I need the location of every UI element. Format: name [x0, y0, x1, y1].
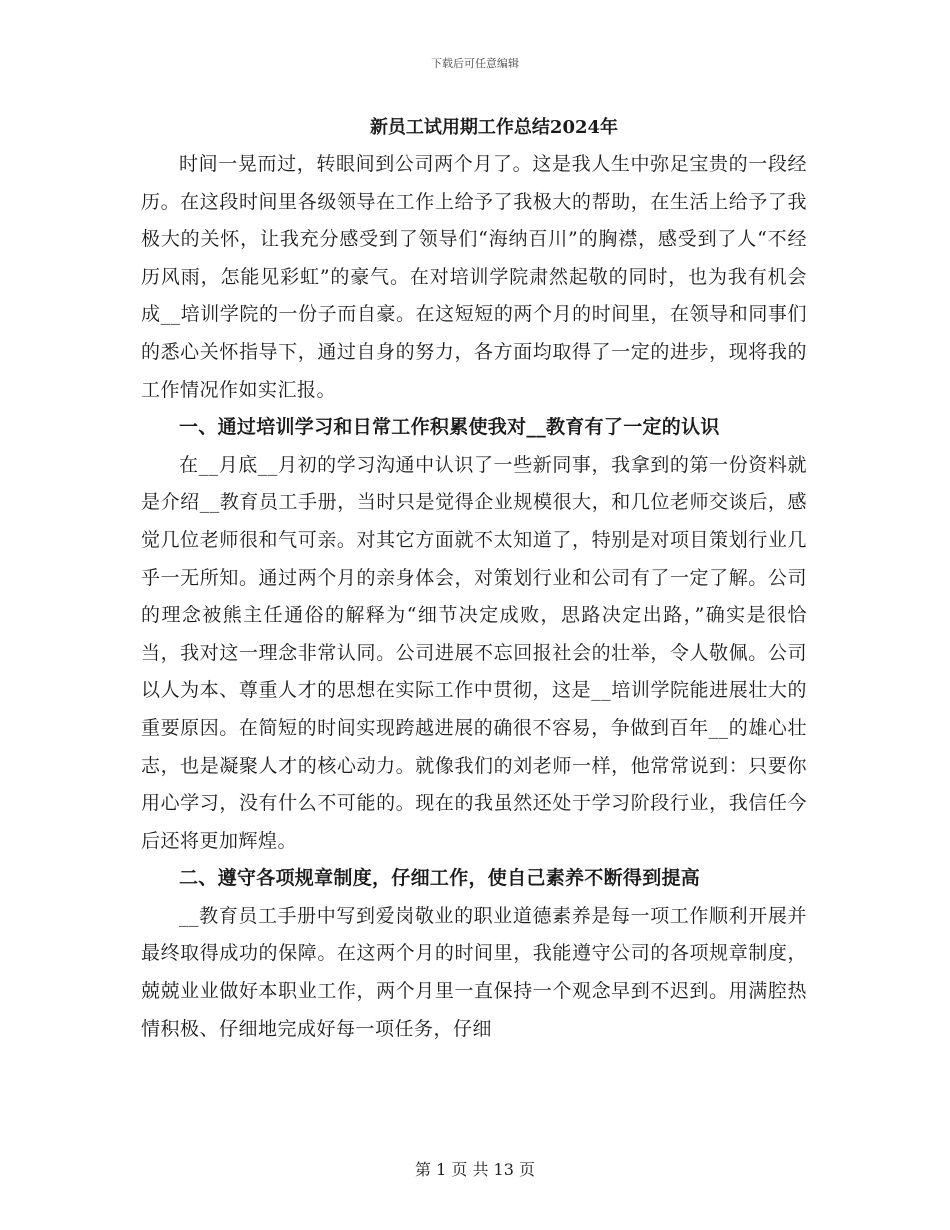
section-2-heading: 二、遵守各项规章制度，仔细工作，使自己素养不断得到提高	[179, 867, 701, 890]
page-number: 第 1 页 共 13 页	[415, 1160, 535, 1179]
section-1-paragraph: 在__月底__月初的学习沟通中认识了一些新同事，我拿到的第一份资料就是介绍__教育员工手册，当时只是觉得企业规模很大，和几位老师交谈后，感觉几位老师很和气可亲。对其它方面就不太知道了，特别是对项目策划行业几乎一无所知。通过两个月的亲身体会，对策划行业和公司有了一定了解。公司的理念被熊主任通俗的解释为“细节决定成败，思路决定出路，”确实是很恰当，我对这一理念非常认同。公司进展不忘回报社会的壮举，令人敬佩。公司以人为本、尊重人才的思想在实际工作中贯彻，这是__培训学院能进展壮大的重要原因。在简短的时间实现跨越进展的确很不容易，争做到百年__的雄心壮志，也是凝聚人才的核心动力。就像我们的刘老师一样，他常常说到：只要你用心学习，没有什么不可能的。现在的我虽然还处于学习阶段行业，我信任今后还将更加辉煌。	[141, 453, 807, 852]
intro-paragraph: 时间一晃而过，转眼间到公司两个月了。这是我人生中弥足宝贵的一段经历。在这段时间里各级领导在工作上给予了我极大的帮助，在生活上给予了我极大的关怀，让我充分感受到了领导们“海纳百川”的胸襟，感受到了人“不经历风雨，怎能见彩虹”的豪气。在对培训学院肃然起敬的同时，也为我有机会成__培训学院的一份子而自豪。在这短短的两个月的时间里，在领导和同事们的悉心关怀指导下，通过自身的努力，各方面均取得了一定的进步，现将我的工作情况作如实汇报。	[141, 153, 807, 401]
section-2-paragraph: __教育员工手册中写到爱岗敬业的职业道德素养是每一项工作顺利开展并最终取得成功的保障。在这两个月的时间里，我能遵守公司的各项规章制度，兢兢业业做好本职业工作，两个月里一直保持一个观念早到不迟到。用满腔热情积极、仔细地完成好每一项任务，仔细	[141, 904, 807, 1040]
document-body	[141, 110, 807, 1048]
section-1-heading: 一、通过培训学习和日常工作积累使我对__教育有了一定的认识	[179, 416, 720, 439]
header-note: 下载后可任意编辑	[431, 57, 519, 70]
document-title: 新员工试用期工作总结2024年	[369, 117, 619, 138]
